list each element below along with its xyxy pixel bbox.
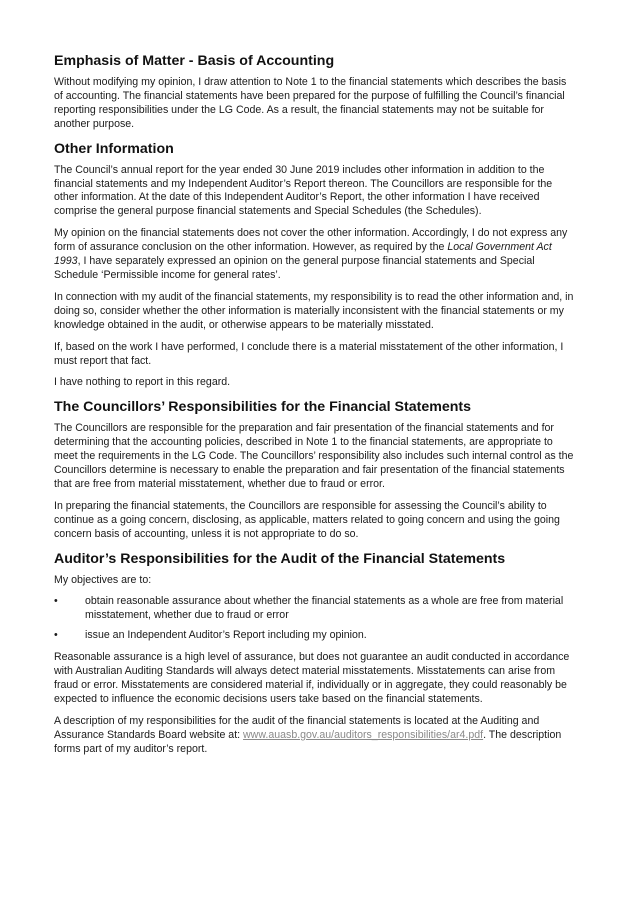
bullet-icon: • xyxy=(54,595,58,608)
list-item-text: obtain reasonable assurance about whether the financial statements as a whole are free from material misstatement, whether due to fraud or error xyxy=(85,595,564,622)
text-run: , I have separately expressed an opinion on the general purpose financial statements and Special Schedule ‘Permissible income for general rates’. xyxy=(54,255,535,281)
paragraph: The Council’s annual report for the year ended 30 June 2019 includes other information in addition to the financial statements and my Independent Auditor’s Report thereon. The Councillors are responsible for the other information. At the date of this Independent Auditor’s Report, the other information I have received comprise the general purpose financial statements and Special Schedules (the Schedules). xyxy=(54,163,553,218)
bullet-icon: • xyxy=(54,629,58,642)
paragraph: The Councillors are responsible for the preparation and fair presentation of the financial statements and for determining that the accounting policies, described in Note 1 to the financial statements, are appropriate to meet the requirements in the LG Code. The Councillors’ responsibility also includes such internal control as the Councillors determine is necessary to enable the preparation and fair presentation of the financial statements that are free from material misstatement, whether due to fraud or error. xyxy=(54,422,574,490)
paragraph: I have nothing to report in this regard. xyxy=(54,376,231,389)
paragraph: In connection with my audit of the financial statements, my responsibility is to read the other information and, in doing so, consider whether the other information is materially inconsistent with the financial statements or my knowledge obtained in the audit, or otherwise appears to be materially misstated. xyxy=(54,290,574,331)
italic-act-title: Local Government Act 1993 xyxy=(54,241,552,268)
paragraph: If, based on the work I have performed, I conclude there is a material misstatement of the other information, I must report that fact. xyxy=(54,340,564,367)
section-heading: Other Information xyxy=(54,140,174,157)
section-heading: The Councillors’ Responsibilities for the Financial Statements xyxy=(54,399,472,416)
paragraph: In preparing the financial statements, the Councillors are responsible for assessing the Council’s ability to continue as a going concern, disclosing, as applicable, matters related to going concern and using the going concern basis of accounting, unless it is not appropriate to do so. xyxy=(54,499,560,540)
paragraph: My objectives are to: xyxy=(54,573,152,586)
paragraph xyxy=(54,227,574,283)
document-page xyxy=(54,52,574,765)
section-heading: Auditor’s Responsibilities for the Audit of the Financial Statements xyxy=(54,550,506,567)
paragraph: Without modifying my opinion, I draw attention to Note 1 to the financial statements which describes the basis of accounting. The financial statements have been prepared for the purpose of fulfilling the Council’s financial reporting responsibilities under the LG Code. As a result, the financial statements may not be suitable for another purpose. xyxy=(54,76,567,130)
list-item xyxy=(54,629,574,643)
section-other-information xyxy=(54,140,574,391)
objectives-list xyxy=(54,595,574,643)
paragraph xyxy=(54,715,574,757)
auasb-link[interactable]: www.auasb.gov.au/auditors_responsibilities/ar4.pdf xyxy=(243,728,484,741)
list-item-text: issue an Independent Auditor’s Report including my opinion. xyxy=(85,629,367,642)
paragraph: Reasonable assurance is a high level of assurance, but does not guarantee an audit conducted in accordance with Australian Auditing Standards will always detect material misstatements. Misstatements can arise from fraud or error. Misstatements are considered material if, individually or in aggregate, they could reasonably be expected to influence the economic decisions users take based on the financial statements. xyxy=(54,651,570,705)
section-emphasis-of-matter xyxy=(54,52,574,132)
text-run: My opinion on the financial statements does not cover the other information. Accordingly, I do not express any form of assurance conclusion on the other information. However, as required by the xyxy=(54,227,568,254)
section-auditors-responsibilities xyxy=(54,550,574,757)
list-item xyxy=(54,595,574,623)
section-councillors-responsibilities xyxy=(54,398,574,541)
section-heading: Emphasis of Matter - Basis of Accounting xyxy=(54,53,335,69)
text-run: A description of my responsibilities for the audit of the financial statements is located at the Auditing and Assurance Standards Board website at: xyxy=(54,714,540,741)
text-run: . The description forms part of my auditor’s report. xyxy=(54,728,562,755)
